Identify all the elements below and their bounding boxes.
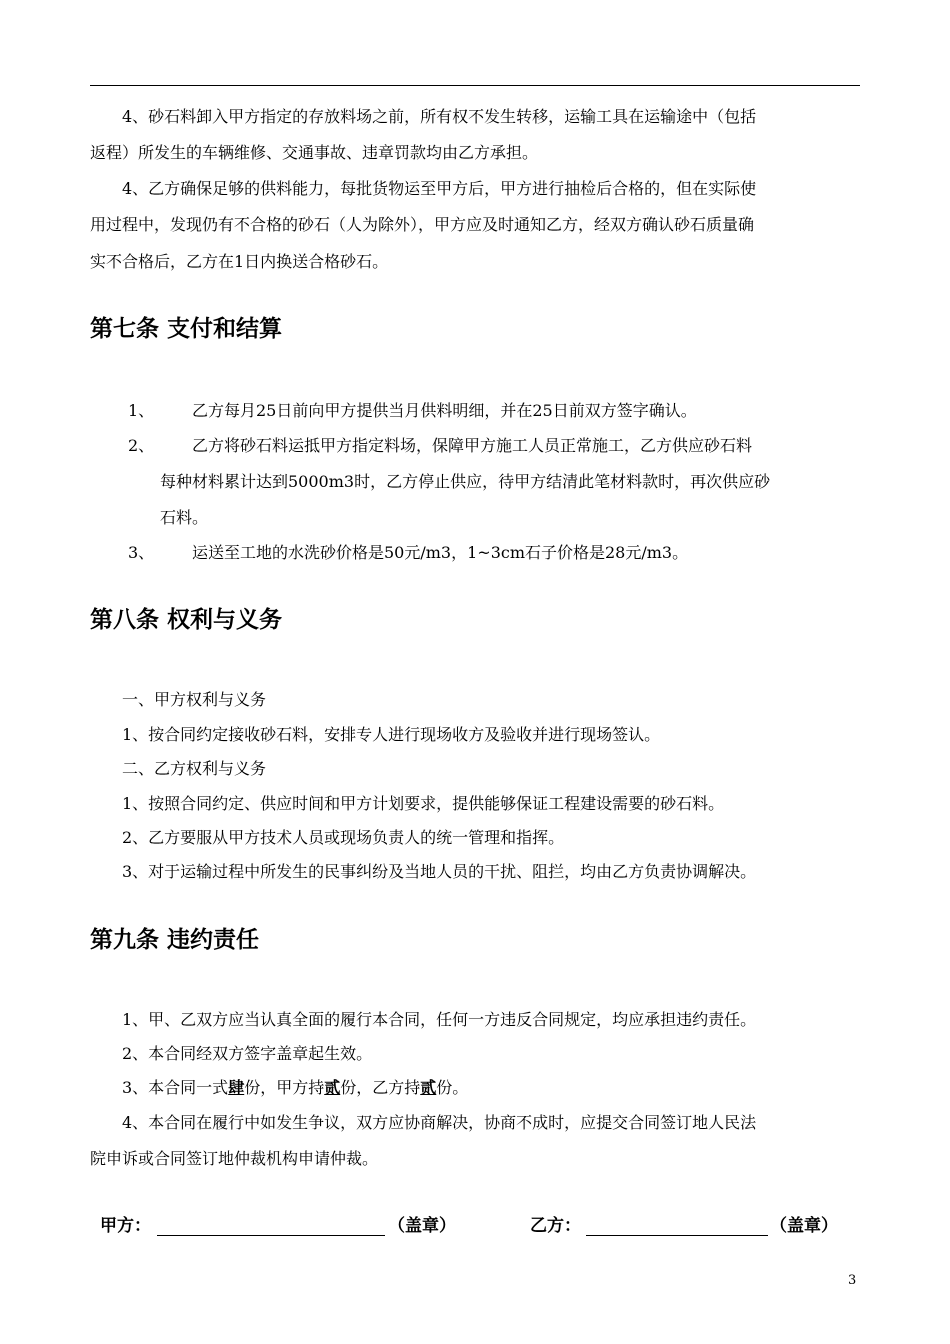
clause-prev-p4b-line2: 用过程中，发现仍有不合格的砂石（人为除外），甲方应及时通知乙方，经双方确认砂石质量确 (90, 215, 755, 234)
header-rule (90, 85, 860, 86)
clause7-item2-line1: 乙方将砂石料运抵甲方指定料场，保障甲方施工人员正常施工，乙方供应砂石料 (192, 436, 753, 455)
clause7-item1-num: 1、 (128, 401, 155, 420)
clause7-item3-num: 3、 (128, 543, 155, 562)
party-b-label: 乙方： (530, 1216, 581, 1236)
clause7-item2-line3: 石料。 (160, 508, 209, 527)
clause9-title: 第九条 违约责任 (90, 927, 260, 953)
party-a-signature-line (157, 1235, 385, 1236)
page-number: 3 (848, 1273, 857, 1288)
clause9-copies-a: 贰 (324, 1078, 341, 1097)
clause9-copies-b: 贰 (420, 1078, 437, 1097)
party-a-label: 甲方： (100, 1216, 151, 1236)
clause7-item1-text: 乙方每月25日前向甲方提供当月供料明细，并在25日前双方签字确认。 (192, 401, 697, 420)
party-a-seal: （盖章） (388, 1216, 456, 1236)
clause9-line3-e: 份，乙方持 (340, 1078, 421, 1097)
clause9-copies-total: 肆 (228, 1078, 245, 1097)
clause8-line5: 2、乙方要服从甲方技术人员或现场负责人的统一管理和指挥。 (122, 828, 565, 847)
clause-prev-p4b-line3: 实不合格后，乙方在1日内换送合格砂石。 (90, 252, 389, 271)
clause8-line2: 1、按合同约定接收砂石料，安排专人进行现场收方及验收并进行现场签认。 (122, 725, 661, 744)
clause-prev-p4a-line2: 返程）所发生的车辆维修、交通事故、违章罚款均由乙方承担。 (90, 143, 539, 162)
party-b-signature-line (586, 1235, 768, 1236)
clause8-line1: 一、甲方权利与义务 (122, 690, 267, 709)
clause-prev-p4b-line1: 4、乙方确保足够的供料能力，每批货物运至甲方后，甲方进行抽检后合格的，但在实际使 (122, 179, 757, 198)
clause8-line6: 3、对于运输过程中所发生的民事纠纷及当地人员的干扰、阻拦，均由乙方负责协调解决。 (122, 862, 757, 881)
clause9-line1: 1、甲、乙双方应当认真全面的履行本合同，任何一方违反合同规定，均应承担违约责任。 (122, 1010, 757, 1029)
clause9-line3-a: 3、本合同一式 (122, 1078, 229, 1097)
party-b-seal: （盖章） (770, 1216, 838, 1236)
clause9-line4-1: 4、本合同在履行中如发生争议，双方应协商解决，协商不成时，应提交合同签订地人民法 (122, 1113, 757, 1132)
clause8-line3: 二、乙方权利与义务 (122, 759, 267, 778)
clause9-line3-g: 份。 (436, 1078, 469, 1097)
clause8-line4: 1、按照合同约定、供应时间和甲方计划要求，提供能够保证工程建设需要的砂石料。 (122, 794, 725, 813)
clause9-line4-2: 院申诉或合同签订地仲裁机构申请仲裁。 (90, 1149, 379, 1168)
clause9-line2: 2、本合同经双方签字盖章起生效。 (122, 1044, 373, 1063)
clause8-title: 第八条 权利与义务 (90, 607, 283, 633)
clause7-item2-line2: 每种材料累计达到5000m3时，乙方停止供应，待甲方结清此笔材料款时，再次供应砂 (160, 472, 771, 491)
clause7-title: 第七条 支付和结算 (90, 316, 283, 342)
clause-prev-p4a-line1: 4、砂石料卸入甲方指定的存放料场之前，所有权不发生转移，运输工具在运输途中（包括 (122, 107, 757, 126)
clause9-line3 (122, 1078, 468, 1098)
clause7-item2-num: 2、 (128, 436, 155, 455)
clause9-line3-c: 份，甲方持 (244, 1078, 325, 1097)
clause7-item3-text: 运送至工地的水洗砂价格是50元/m3，1~3cm石子价格是28元/m3。 (192, 543, 689, 562)
